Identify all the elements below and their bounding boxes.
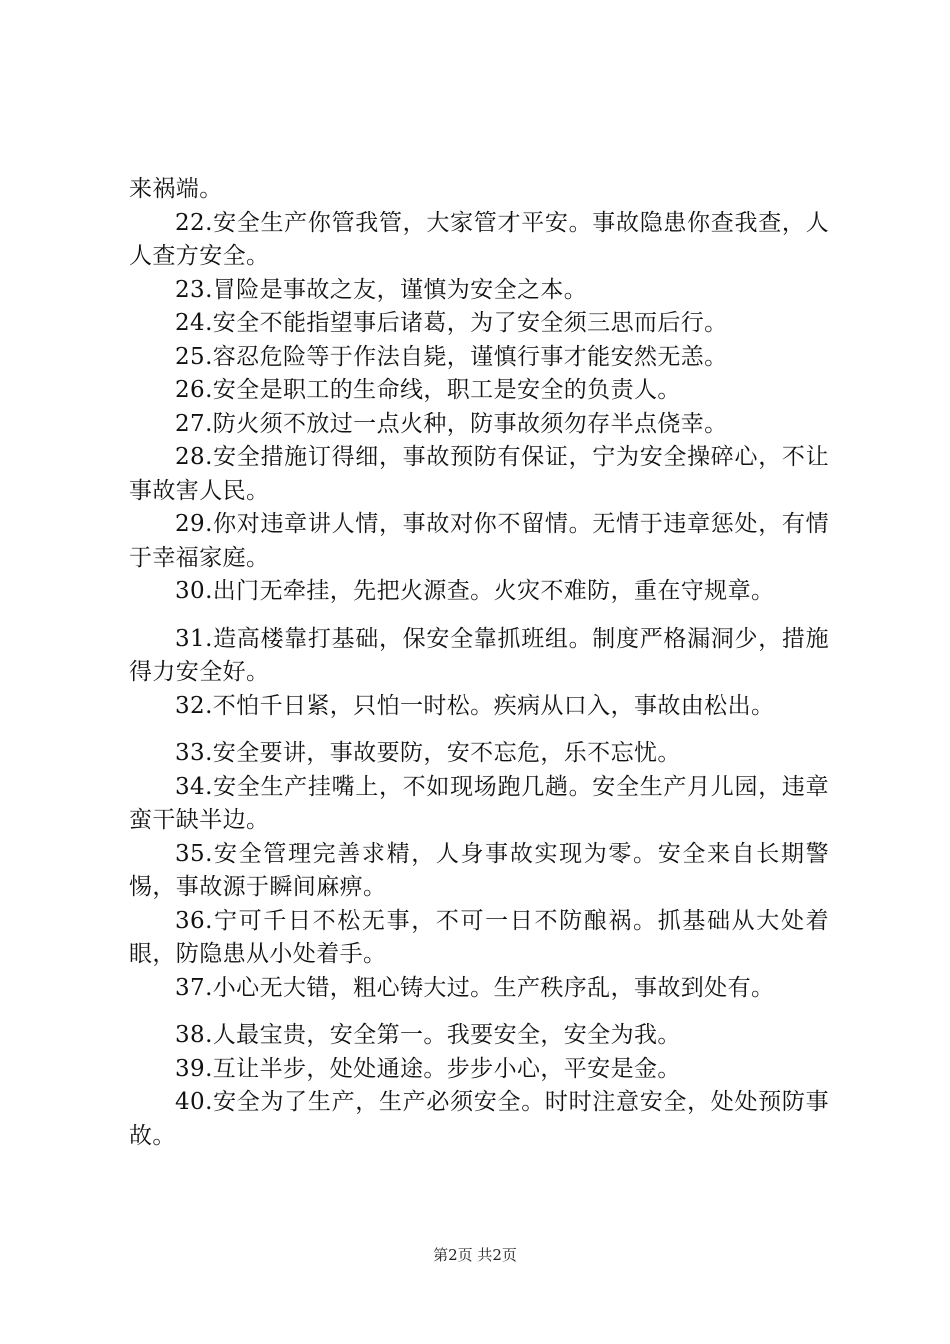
list-item-39 bbox=[129, 1053, 829, 1087]
item-text: 你对违章讲人情，事故对你不留情。无情于违章惩处，有情于幸福家庭。 bbox=[129, 511, 829, 571]
item-text: 不怕千日紧，只怕一时松。疾病从口入，事故由松出。 bbox=[212, 692, 775, 719]
item-text: 安全不能指望事后诸葛，为了安全须三思而后行。 bbox=[212, 310, 728, 336]
page-footer bbox=[0, 1244, 950, 1265]
item-number: 37. bbox=[175, 974, 213, 1001]
list-item-27 bbox=[129, 408, 829, 442]
page-number-label: 第2页 共2页 bbox=[433, 1246, 517, 1264]
item-text: 安全管理完善求精，人身事故实现为零。安全来自长期警惕，事故源于瞬间麻痹。 bbox=[129, 840, 829, 900]
item-text: 造高楼靠打基础，保安全靠抓班组。制度严格漏洞少，措施得力安全好。 bbox=[129, 625, 829, 685]
item-number: 30. bbox=[175, 578, 213, 604]
item-text: 安全要讲，事故要防，安不忘危，乐不忘忧。 bbox=[212, 740, 681, 766]
item-number: 28. bbox=[175, 444, 213, 470]
item-text: 冒险是事故之友，谨慎为安全之本。 bbox=[212, 276, 588, 303]
continuation-text: 来祸端。 bbox=[129, 176, 223, 202]
document-body bbox=[129, 173, 829, 1153]
item-number: 27. bbox=[175, 410, 213, 437]
item-text: 安全是职工的生命线，职工是安全的负责人。 bbox=[212, 377, 681, 403]
list-item-22 bbox=[129, 207, 829, 274]
list-item-40 bbox=[129, 1086, 829, 1153]
item-number: 33. bbox=[175, 740, 213, 766]
item-number: 40. bbox=[175, 1089, 213, 1115]
list-item-31 bbox=[129, 623, 829, 690]
list-item-38 bbox=[129, 1019, 829, 1053]
item-number: 36. bbox=[175, 907, 213, 934]
item-text: 安全措施订得细，事故预防有保证，宁为安全操碎心，不让事故害人民。 bbox=[129, 444, 829, 504]
item-text: 容忍危险等于作法自毙，谨慎行事才能安然无恙。 bbox=[212, 343, 728, 370]
item-text: 出门无牵挂，先把火源查。火灾不难防，重在守规章。 bbox=[212, 578, 775, 604]
item-number: 23. bbox=[175, 276, 213, 303]
item-number: 31. bbox=[175, 625, 213, 652]
item-text: 安全生产挂嘴上，不如现场跑几趟。安全生产月儿园，违章蛮干缺半边。 bbox=[129, 773, 829, 833]
list-item-23 bbox=[129, 274, 829, 308]
list-item-30 bbox=[129, 575, 829, 609]
item-number: 34. bbox=[175, 773, 213, 800]
list-item-25 bbox=[129, 341, 829, 375]
item-text: 安全生产你管我管，大家管才平安。事故隐患你查我查，人人查方安全。 bbox=[129, 209, 829, 269]
list-item-36 bbox=[129, 905, 829, 972]
item-text: 互让半步，处处通途。步步小心，平安是金。 bbox=[212, 1055, 681, 1082]
list-item-26 bbox=[129, 374, 829, 408]
item-number: 32. bbox=[175, 692, 213, 719]
item-number: 39. bbox=[175, 1055, 213, 1082]
list-item-33 bbox=[129, 737, 829, 771]
list-item-32 bbox=[129, 690, 829, 724]
item-text: 小心无大错，粗心铸大过。生产秩序乱，事故到处有。 bbox=[212, 974, 775, 1001]
item-number: 22. bbox=[175, 209, 213, 236]
item-number: 26. bbox=[175, 377, 213, 403]
item-number: 24. bbox=[175, 310, 213, 336]
list-item-37 bbox=[129, 972, 829, 1006]
list-item-35 bbox=[129, 838, 829, 905]
item-text: 人最宝贵，安全第一。我要安全，安全为我。 bbox=[212, 1022, 681, 1048]
item-number: 25. bbox=[175, 343, 213, 370]
item-number: 38. bbox=[175, 1022, 213, 1048]
item-text: 安全为了生产，生产必须安全。时时注意安全，处处预防事故。 bbox=[129, 1089, 829, 1149]
item-number: 29. bbox=[175, 511, 213, 537]
item-number: 35. bbox=[175, 840, 213, 867]
item-text: 防火须不放过一点火种，防事故须勿存半点侥幸。 bbox=[212, 410, 728, 437]
list-item-28 bbox=[129, 441, 829, 508]
list-item-34 bbox=[129, 771, 829, 838]
list-item-29 bbox=[129, 508, 829, 575]
list-item-24 bbox=[129, 307, 829, 341]
item-text: 宁可千日不松无事，不可一日不防酿祸。抓基础从大处着眼，防隐患从小处着手。 bbox=[129, 907, 829, 967]
